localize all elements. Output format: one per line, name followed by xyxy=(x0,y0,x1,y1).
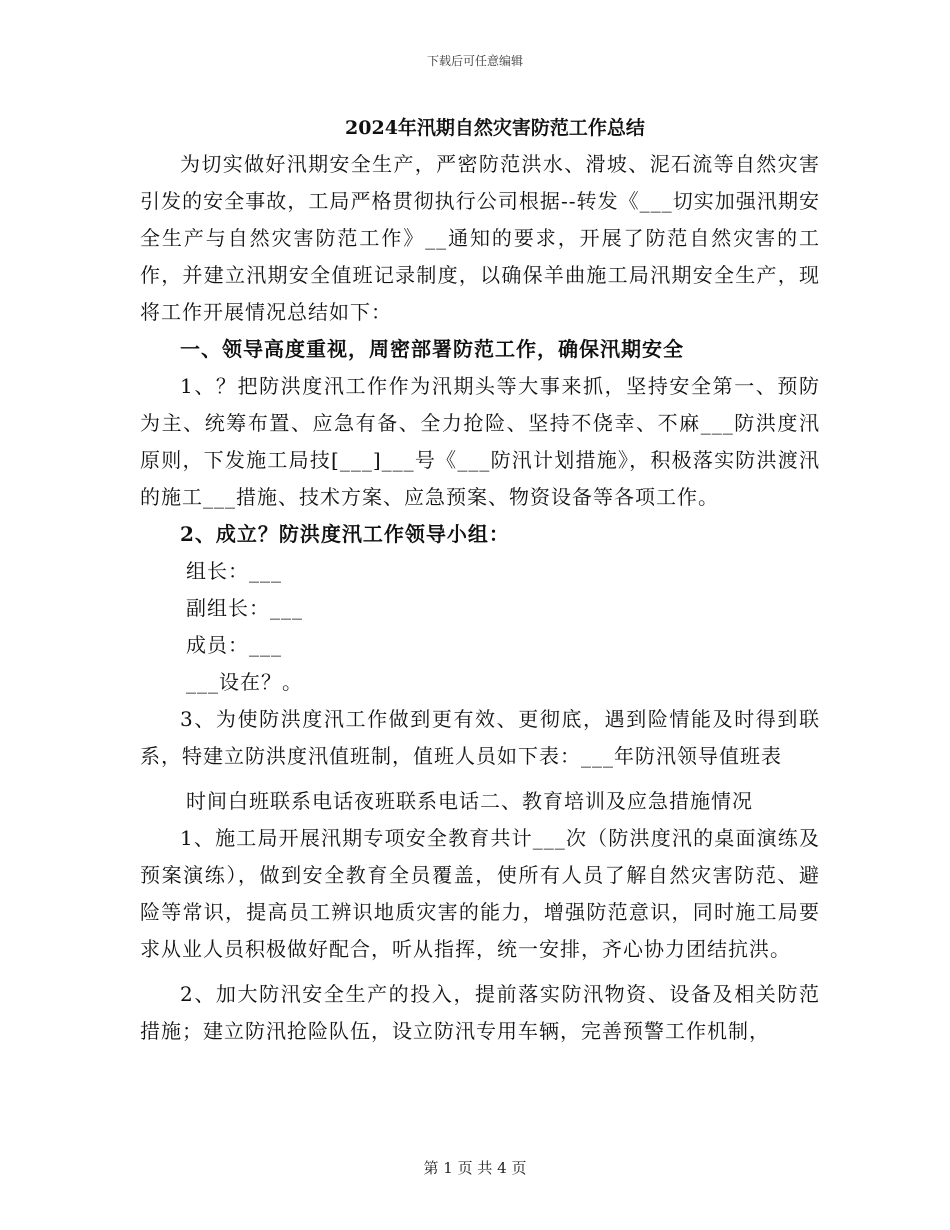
document-title: 2024年汛期自然灾害防范工作总结 xyxy=(345,117,645,139)
section-1-item-1: 1、？把防洪度汛工作作为汛期头等大事来抓，坚持安全第一、预防为主、统筹布置、应急有备、全力抢险、坚持不侥幸、不麻___防洪度汛原则，下发施工局技[___]___号《___防汛计划措施》，积极落实防洪渡汛的施工___措施、技术方案、应急预案、物资设备等各项工作。 xyxy=(140,374,820,509)
page-number: 第 1 页 共 4 页 xyxy=(423,1159,527,1177)
duty-table-header-and-section-2: 时间白班联系电话夜班联系电话二、教育培训及应急措施情况 xyxy=(186,789,753,813)
section-2-item-2: 2、加大防汛安全生产的投入，提前落实防汛物资、设备及相关防范措施；建立防汛抢险队伍，设立防汛专用车辆，完善预警工作机制， xyxy=(140,982,820,1043)
leader-line: 组长：___ xyxy=(186,559,282,583)
section-1-heading: 一、领导高度重视，周密部署防范工作，确保汛期安全 xyxy=(180,337,684,361)
header-note: 下载后可任意编辑 xyxy=(426,54,523,68)
deputy-leader-line: 副组长：___ xyxy=(186,596,303,620)
intro-paragraph: 为切实做好汛期安全生产，严密防范洪水、滑坡、泥石流等自然灾害引发的安全事故，工局严格贯彻执行公司根据--转发《___切实加强汛期安全生产与自然灾害防范工作》__通知的要求，开展了防范自然灾害的工作，并建立汛期安全值班记录制度，以确保羊曲施工局汛期安全生产，现将工作开展情况总结如下： xyxy=(140,152,820,324)
office-line: ___设在？。 xyxy=(186,670,303,694)
section-2-item-1: 1、施工局开展汛期专项安全教育共计___次（防洪度汛的桌面演练及预案演练），做到安全教育全员覆盖，使所有人员了解自然灾害防范、避险等常识，提高员工辨识地质灾害的能力，增强防范意识，同时施工局要求从业人员积极做好配合，听从指挥，统一安排，齐心协力团结抗洪。 xyxy=(140,826,820,961)
members-line: 成员：___ xyxy=(186,633,282,657)
section-1-item-2-heading: 2、成立？防洪度汛工作领导小组： xyxy=(180,522,510,546)
section-1-item-3: 3、为使防洪度汛工作做到更有效、更彻底，遇到险情能及时得到联系，特建立防洪度汛值班制，值班人员如下表：___年防汛领导值班表 xyxy=(140,707,820,768)
document-body xyxy=(140,110,820,1050)
